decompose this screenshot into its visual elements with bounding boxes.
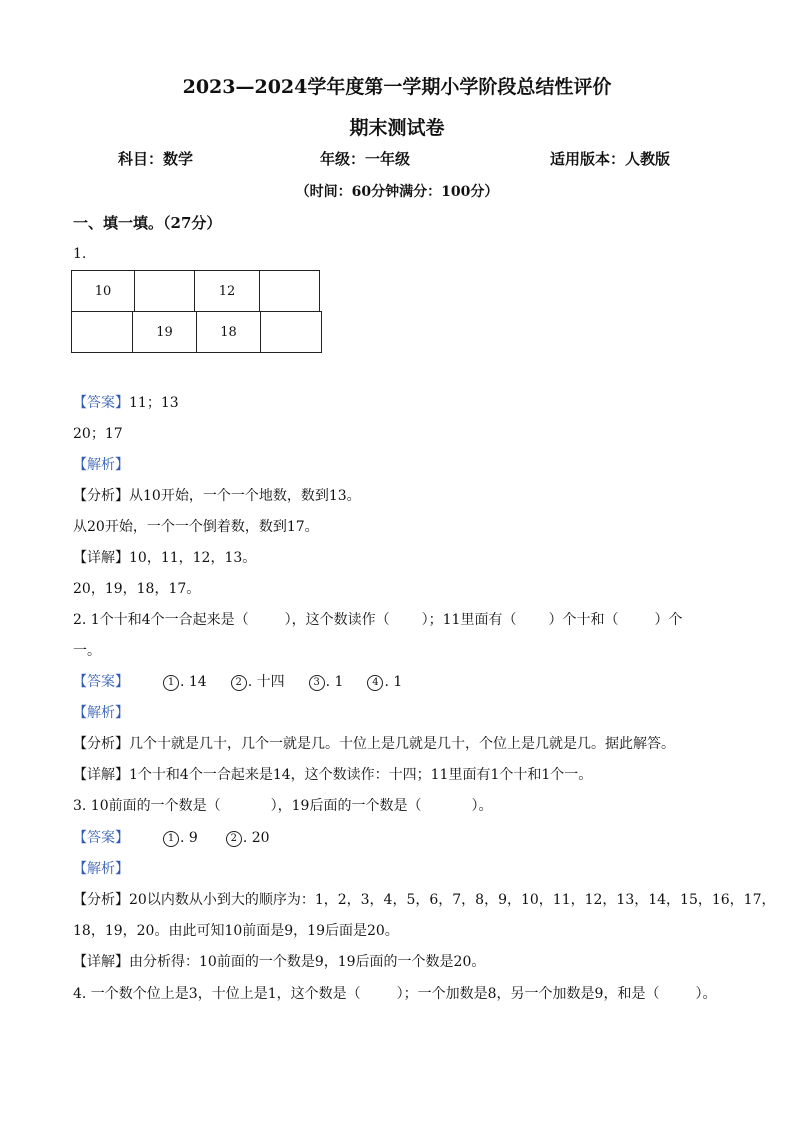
answer-tag: 【答案】	[73, 395, 129, 411]
q2-detail	[73, 765, 592, 785]
grid-cell: 18	[196, 311, 261, 353]
grid-cell: 19	[132, 311, 197, 353]
circled-number: 3	[309, 675, 325, 691]
detail-text: 由分析得：10前面的一个数是9，19后面的一个数是20。	[129, 954, 486, 970]
q2-part: ）；11里面有（	[421, 612, 517, 628]
grid-cell	[259, 270, 320, 312]
detail-tag: 【详解】	[73, 767, 129, 783]
fenxi-text: 从10开始，一个一个地数，数到13。	[129, 488, 361, 504]
answer-item: . 20	[242, 830, 270, 846]
q1-fenxi-2: 从20开始，一个一个倒着数，数到17。	[73, 519, 319, 535]
fenxi-text: 几个十就是几十，几个一就是几。十位上是几就是几十，个位上是几就是几。据此解答。	[129, 736, 675, 752]
grid-cell: 10	[71, 270, 135, 312]
circled-number: 1	[163, 831, 179, 847]
answer-item: . 1	[384, 674, 403, 690]
grade-label: 年级：一年级	[320, 150, 411, 168]
fenxi-tag: 【分析】	[73, 736, 129, 752]
q3-answer	[73, 828, 270, 848]
subject-label: 科目：数学	[118, 150, 194, 168]
q3-part: ）。	[471, 798, 493, 814]
q2-answer	[73, 672, 402, 692]
grid-cell	[134, 270, 195, 312]
fenxi-tag: 【分析】	[73, 892, 129, 908]
answer-item: . 1	[325, 674, 344, 690]
circled-number: 2	[226, 831, 242, 847]
fenxi-tag: 【分析】	[73, 488, 129, 504]
q1-detail-2: 20，19，18，17。	[73, 581, 201, 597]
q3-fenxi-2: 18，19，20。由此可知10前面是9，19后面是20。	[73, 923, 399, 939]
q2-part: 2. 1个十和4个一合起来是（	[73, 612, 249, 628]
q2-fenxi	[73, 734, 675, 754]
q2-text-wrap: 一。	[73, 643, 101, 659]
detail-text: 10，11，12，13。	[129, 550, 257, 566]
fenxi-text: 20以内数从小到大的顺序为：1，2，3，4，5，6，7，8，9，10，11，12，13，14，15，16，17，	[129, 892, 776, 908]
q1-detail	[73, 548, 256, 568]
q2-text	[73, 610, 682, 630]
q3-fenxi	[73, 890, 776, 910]
circled-number: 4	[367, 675, 383, 691]
q1-number: 1.	[73, 246, 87, 262]
grid-cell	[260, 311, 322, 353]
q1-answer	[73, 393, 179, 413]
q3-part: 3. 10前面的一个数是（	[73, 798, 221, 814]
q4-text	[73, 984, 716, 1004]
q2-part: ）个十和（	[548, 612, 619, 628]
detail-tag: 【详解】	[73, 954, 129, 970]
circled-number: 2	[231, 675, 247, 691]
circled-number: 1	[163, 675, 179, 691]
q3-text	[73, 796, 492, 816]
q2-analysis-tag: 【解析】	[73, 705, 129, 721]
edition-label: 适用版本：人教版	[550, 150, 671, 168]
q3-detail	[73, 952, 485, 972]
grid-cell	[71, 311, 133, 353]
answer-item: . 14	[180, 674, 207, 690]
exam-meta	[0, 148, 794, 170]
q4-part: ）；一个加数是8，另一个加数是9，和是（	[396, 986, 660, 1002]
page-subtitle: 期末测试卷	[349, 117, 445, 139]
answer-item: . 十四	[247, 674, 285, 690]
q1-analysis-tag: 【解析】	[73, 457, 129, 473]
answer-tag: 【答案】	[73, 674, 129, 690]
q4-part: ）。	[695, 986, 717, 1002]
q3-part: ），19后面的一个数是（	[270, 798, 422, 814]
answer-text: 11；13	[129, 395, 179, 411]
number-grid-row-1	[72, 270, 320, 312]
q2-part: ），这个数读作（	[284, 612, 390, 628]
section-heading: 一、填一填。（27分）	[73, 214, 222, 232]
q1-fenxi	[73, 486, 361, 506]
detail-tag: 【详解】	[73, 550, 129, 566]
time-info: （时间：60分钟满分：100分）	[295, 184, 499, 200]
q4-part: 4. 一个数个位上是3，十位上是1，这个数是（	[73, 986, 361, 1002]
q2-part: ）个	[654, 612, 683, 628]
page-title: 2023—2024学年度第一学期小学阶段总结性评价	[182, 76, 612, 98]
answer-tag: 【答案】	[73, 830, 129, 846]
q1-answer-2: 20；17	[73, 426, 123, 442]
grid-cell: 12	[194, 270, 260, 312]
detail-text: 1个十和4个一合起来是14，这个数读作：十四；11里面有1个十和1个一。	[129, 767, 593, 783]
q3-analysis-tag: 【解析】	[73, 861, 129, 877]
number-grid-row-2	[72, 311, 322, 353]
answer-item: . 9	[180, 830, 198, 846]
